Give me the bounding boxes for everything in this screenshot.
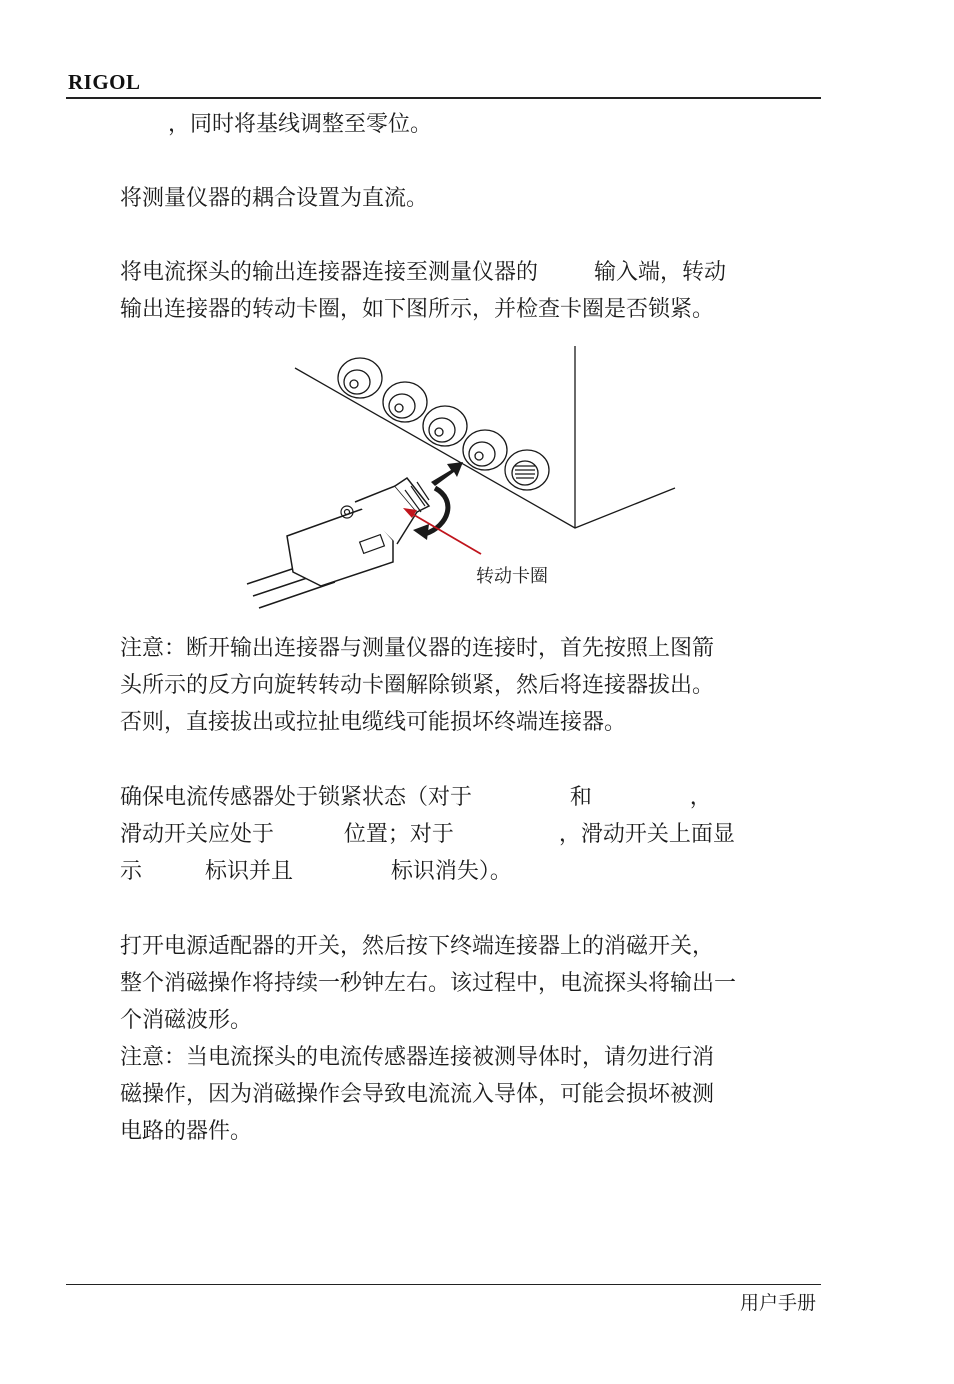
paragraph-line: 注意：断开输出连接器与测量仪器的连接时，首先按照上图箭 bbox=[120, 636, 715, 661]
instrument-panel bbox=[295, 346, 675, 528]
paragraph-line: 示 标识并且 标识消失）。 bbox=[120, 859, 512, 884]
paragraph-line: 整个消磁操作将持续一秒钟左右。该过程中，电流探头将输出一 bbox=[120, 971, 737, 996]
paragraph-line: 否则，直接拔出或拉扯电缆线可能损坏终端连接器。 bbox=[120, 710, 627, 735]
paragraph-line: 滑动开关应处于 位置；对于 ，滑动开关上面显 bbox=[120, 822, 735, 847]
paragraph-line: 头所示的反方向旋转转动卡圈解除锁紧，然后将连接器拔出。 bbox=[120, 673, 715, 698]
paragraph-line: 将测量仪器的耦合设置为直流。 bbox=[120, 186, 429, 211]
paragraph-line: 注意：当电流探头的电流传感器连接被测导体时，请勿进行消 bbox=[120, 1045, 715, 1070]
paragraph-line: 个消磁波形。 bbox=[120, 1008, 253, 1033]
figure-caption: 转动卡圈 bbox=[476, 566, 548, 587]
bnc-input-icon bbox=[338, 358, 507, 470]
knob-icon bbox=[505, 450, 549, 490]
footer-rule bbox=[66, 1284, 821, 1285]
paragraph-line: 确保电流传感器处于锁紧状态（对于 和 ， bbox=[120, 785, 712, 810]
paragraph-line: 磁操作，因为消磁操作会导致电流流入导体，可能会损坏被测 bbox=[120, 1082, 715, 1107]
footer-label: 用户手册 bbox=[739, 1292, 816, 1314]
insert-arrow-icon bbox=[431, 462, 463, 486]
paragraph-line: ，同时将基线调整至零位。 bbox=[168, 112, 433, 137]
brand-logo: RIGOL bbox=[68, 70, 141, 94]
connector-illustration bbox=[235, 340, 695, 620]
header-rule bbox=[66, 97, 821, 99]
paragraph-line: 输出连接器的转动卡圈，如下图所示，并检查卡圈是否锁紧。 bbox=[120, 297, 715, 322]
output-connector bbox=[247, 478, 429, 608]
paragraph-line: 电路的器件。 bbox=[120, 1119, 253, 1144]
paragraph-line: 打开电源适配器的开关，然后按下终端连接器上的消磁开关， bbox=[120, 934, 715, 959]
paragraph-line: 将电流探头的输出连接器连接至测量仪器的 输入端，转动 bbox=[120, 260, 726, 285]
